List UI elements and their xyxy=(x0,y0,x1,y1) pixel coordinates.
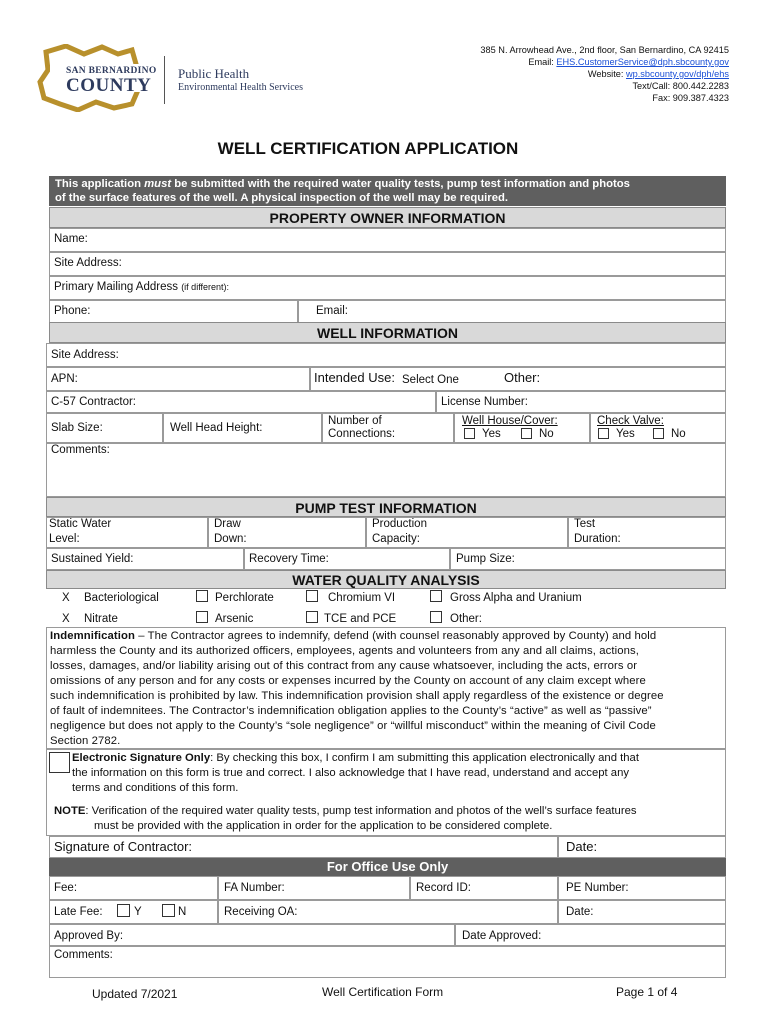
draw-down-label-2: Down: xyxy=(214,533,247,545)
logo-divider xyxy=(164,56,165,104)
water-other-label: Other: xyxy=(450,613,482,625)
esignature-line-2: the information on this form is true and correct. I also acknowledge that I have read, understand and accept any xyxy=(72,767,630,779)
well-comments-label: Comments: xyxy=(51,444,110,456)
well-head-height-label: Well Head Height: xyxy=(170,422,263,434)
owner-name-field[interactable] xyxy=(49,228,726,252)
well-apn-label: APN: xyxy=(51,373,78,385)
late-fee-label: Late Fee: xyxy=(54,906,103,918)
notice-post: be submitted with the required water quality tests, pump test information and photos xyxy=(171,178,630,190)
indemnification-text xyxy=(50,629,722,749)
division-name: Environmental Health Services xyxy=(178,82,303,93)
email-link[interactable]: EHS.CustomerService@dph.sbcounty.gov xyxy=(556,57,729,67)
page-title: WELL CERTIFICATION APPLICATION xyxy=(217,139,519,158)
late-fee-y-checkbox[interactable] xyxy=(117,904,130,917)
chromium-checkbox[interactable] xyxy=(306,590,318,602)
website-label: Website: xyxy=(587,69,626,79)
arsenic-checkbox[interactable] xyxy=(196,611,208,623)
footer-form-name: Well Certification Form xyxy=(322,985,444,999)
static-water-label-1: Static Water xyxy=(49,518,112,530)
arsenic-label: Arsenic xyxy=(215,613,254,625)
gross-alpha-checkbox[interactable] xyxy=(430,590,442,602)
notice-line2: of the surface features of the well. A physical inspection of the well may be required. xyxy=(55,192,509,204)
fa-number-label: FA Number: xyxy=(224,882,285,894)
note-title: NOTE xyxy=(54,805,86,817)
indemnification-line-8: Section 2782. xyxy=(50,735,121,747)
notice-banner xyxy=(49,176,726,206)
connections-label-2: Connections: xyxy=(328,428,396,440)
indemnification-line-2: harmless the County and its authorized officers, employees, agents and volunteers from any and all claims, actions, xyxy=(50,645,639,657)
email-label: Email: xyxy=(528,57,557,67)
indemnification-title: Indemnification xyxy=(50,630,135,642)
fee-label: Fee: xyxy=(54,882,78,894)
well-site-address-label: Site Address: xyxy=(51,349,119,361)
chromium-label: Chromium VI xyxy=(328,592,396,604)
late-fee-n-checkbox[interactable] xyxy=(162,904,175,917)
notice-emphasis: must xyxy=(144,178,172,190)
owner-name-label: Name: xyxy=(54,233,88,245)
bacteriological-x-mark: X xyxy=(62,592,70,604)
gross-alpha-label: Gross Alpha and Uranium xyxy=(450,592,582,604)
water-section-header: WATER QUALITY ANALYSIS xyxy=(46,570,726,589)
contact-block xyxy=(480,44,729,104)
website-link[interactable]: wp.sbcounty.gov/dph/ehs xyxy=(626,69,729,79)
indemnification-line-7: negligence but does not apply to the County’s “sole negligence” or “willful misconduct” within the meaning of Civil Code xyxy=(50,720,656,732)
receiving-oa-label: Receiving OA: xyxy=(224,906,298,918)
owner-mailing-label xyxy=(54,281,229,294)
county-logo xyxy=(36,44,160,112)
late-fee-n-label: N xyxy=(178,906,187,918)
check-valve-yes-checkbox[interactable] xyxy=(598,428,609,439)
production-capacity-label-2: Capacity: xyxy=(372,533,420,545)
owner-section-header: PROPERTY OWNER INFORMATION xyxy=(49,207,726,228)
c57-contractor-label: C-57 Contractor: xyxy=(51,396,137,408)
test-duration-label-2: Duration: xyxy=(574,533,621,545)
owner-phone-label: Phone: xyxy=(54,305,91,317)
owner-email-field[interactable] xyxy=(298,300,726,324)
license-number-label: License Number: xyxy=(441,396,528,408)
well-comments-field[interactable] xyxy=(46,443,726,497)
perchlorate-label: Perchlorate xyxy=(215,592,274,604)
contact-textcall: Text/Call: 800.442.2283 xyxy=(632,81,729,91)
esignature-line-1-text: : By checking this box, I confirm I am submitting this application electronically and that xyxy=(210,752,639,764)
esignature-line-1 xyxy=(72,751,722,766)
contact-email-line xyxy=(480,56,729,68)
date-approved-label: Date Approved: xyxy=(462,930,542,942)
static-water-label-2: Level: xyxy=(49,533,80,545)
office-comments-field[interactable] xyxy=(49,946,726,978)
note-line-1 xyxy=(54,804,722,819)
well-site-address-field[interactable] xyxy=(46,343,726,367)
note-line-2: must be provided with the application in order for the application to be considered complete. xyxy=(94,820,553,832)
well-apn-field[interactable] xyxy=(46,367,310,391)
pump-size-label: Pump Size: xyxy=(456,553,515,565)
check-valve-no-checkbox[interactable] xyxy=(653,428,664,439)
perchlorate-checkbox[interactable] xyxy=(196,590,208,602)
nitrate-label: Nitrate xyxy=(84,613,118,625)
notice-pre: This application xyxy=(55,178,145,190)
org-small-text: SAN BERNARDINO xyxy=(66,66,157,76)
indemnification-line-1-text: – The Contractor agrees to indemnify, defend (with counsel reasonably approved by County) and hold xyxy=(134,630,657,642)
draw-down-label-1: Draw xyxy=(214,518,241,530)
contact-website-line xyxy=(480,68,729,80)
office-section-header: For Office Use Only xyxy=(49,858,726,876)
notice-line1 xyxy=(55,177,720,191)
footer-page-number: Page 1 of 4 xyxy=(616,985,678,999)
owner-site-address-field[interactable] xyxy=(49,252,726,276)
production-capacity-label-1: Production xyxy=(372,518,427,530)
well-house-cover-label: Well House/Cover: xyxy=(462,415,558,427)
pe-number-label: PE Number: xyxy=(566,882,629,894)
intended-use-other-label: Other: xyxy=(504,370,541,385)
test-duration-label-1: Test xyxy=(574,518,596,530)
esignature-line-3: terms and conditions of this form. xyxy=(72,782,239,794)
late-fee-y-label: Y xyxy=(134,906,142,918)
esignature-title: Electronic Signature Only xyxy=(72,752,211,764)
org-big-text: COUNTY xyxy=(66,75,152,96)
well-house-no-checkbox[interactable] xyxy=(521,428,532,439)
tce-pce-label: TCE and PCE xyxy=(324,613,397,625)
slab-size-label: Slab Size: xyxy=(51,422,103,434)
intended-use-label: Intended Use: xyxy=(314,370,395,385)
indemnification-line-5: such indemnification is prohibited by law. This indemnification provision shall apply regardless of the existence or degree xyxy=(50,690,664,702)
well-section-header: WELL INFORMATION xyxy=(49,322,726,343)
sustained-yield-label: Sustained Yield: xyxy=(51,553,134,565)
tce-pce-checkbox[interactable] xyxy=(306,611,318,623)
indemnification-line-4: omissions of any person and for any costs or expenses incurred by the County on account of any claim except where xyxy=(50,675,646,687)
contact-fax: Fax: 909.387.4323 xyxy=(652,93,729,103)
well-house-no-label: No xyxy=(539,428,554,440)
esignature-checkbox[interactable] xyxy=(49,752,70,773)
nitrate-x-mark: X xyxy=(62,613,70,625)
contractor-signature-label: Signature of Contractor: xyxy=(54,839,193,854)
mailing-label-text: Primary Mailing Address xyxy=(54,281,182,293)
office-date-label: Date: xyxy=(566,906,594,918)
owner-site-address-label: Site Address: xyxy=(54,257,122,269)
well-house-yes-label: Yes xyxy=(482,428,501,440)
record-id-label: Record ID: xyxy=(416,882,471,894)
check-valve-label: Check Valve: xyxy=(597,415,664,427)
intended-use-select[interactable]: Select One xyxy=(402,374,459,386)
recovery-time-label: Recovery Time: xyxy=(249,553,329,565)
water-other-checkbox[interactable] xyxy=(430,611,442,623)
contact-address: 385 N. Arrowhead Ave., 2nd floor, San Bernardino, CA 92415 xyxy=(480,45,729,55)
indemnification-line-6: of fault of indemnitees. The Contractor’s indemnification obligation applies to the County’s “active” as well as “passive” xyxy=(50,705,652,717)
signature-date-label: Date: xyxy=(566,839,598,854)
check-valve-yes-label: Yes xyxy=(616,428,635,440)
well-house-yes-checkbox[interactable] xyxy=(464,428,475,439)
footer-updated: Updated 7/2021 xyxy=(92,987,178,1001)
approved-by-label: Approved By: xyxy=(54,930,124,942)
indemnification-line-3: losses, damages, and/or liability arising out of this contract from any cause whatsoever, including the acts, errors or xyxy=(50,660,638,672)
office-comments-label: Comments: xyxy=(54,949,113,961)
owner-email-label: Email: xyxy=(316,305,348,317)
connections-label-1: Number of xyxy=(328,415,382,427)
indemnification-line-1 xyxy=(50,629,722,644)
bacteriological-label: Bacteriological xyxy=(84,592,159,604)
check-valve-no-label: No xyxy=(671,428,686,440)
esignature-text xyxy=(72,751,722,796)
dept-name: Public Health xyxy=(178,66,250,81)
pump-section-header: PUMP TEST INFORMATION xyxy=(46,497,726,517)
note-line-1-text: : Verification of the required water quality tests, pump test information and photos of the well’s surface features xyxy=(85,805,637,817)
note-text xyxy=(54,804,722,834)
mailing-label-note: (if different): xyxy=(181,282,230,292)
